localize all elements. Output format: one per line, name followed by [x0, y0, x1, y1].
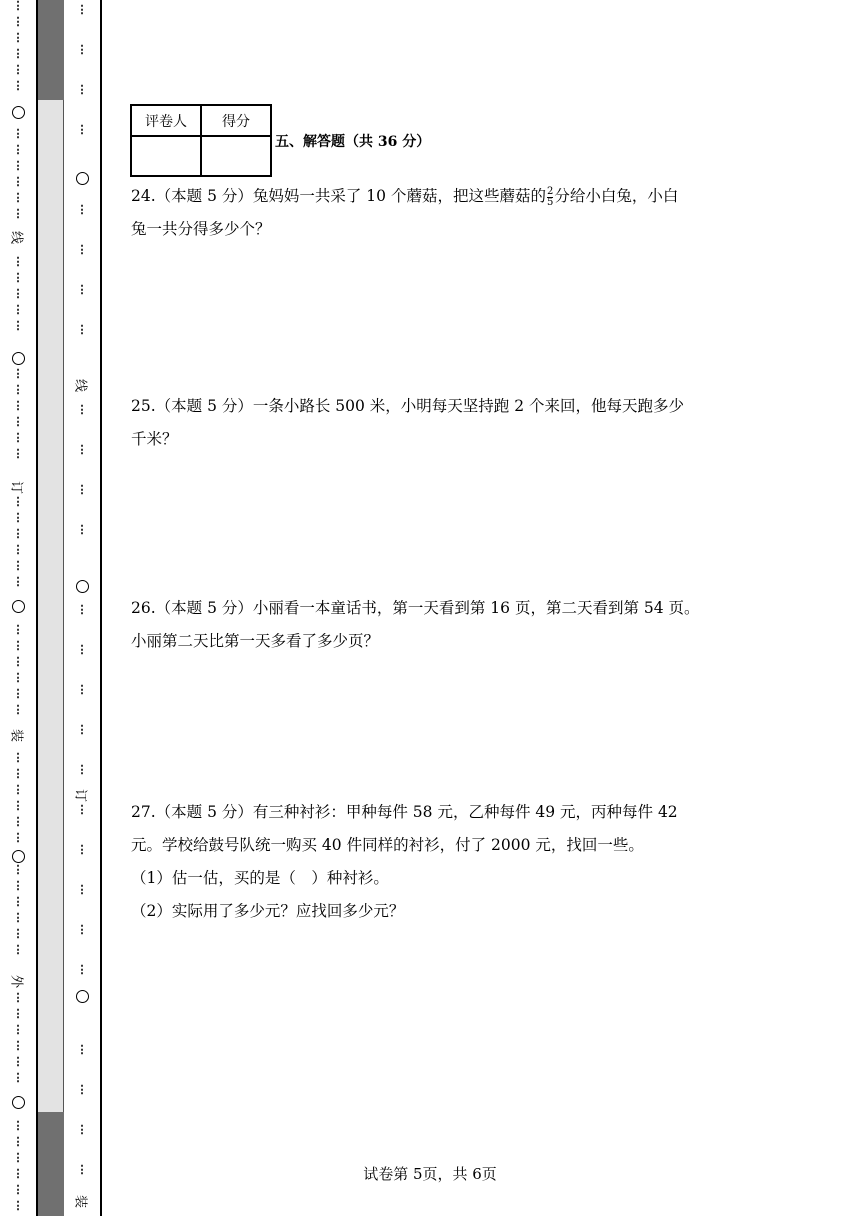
dot-leader: ⋮ — [12, 879, 24, 892]
dot-leader: ⋮ — [12, 367, 24, 380]
dot-leader: ⋮ — [12, 927, 24, 940]
circle-icon — [12, 106, 25, 119]
grader-cell — [131, 136, 201, 176]
binding-circle-icon — [0, 106, 36, 119]
question-27-line2: 元。学校给鼓号队统一购买 40 件同样的衬衫，付了 2000 元，找回一些。 — [131, 836, 644, 854]
circle-icon — [12, 850, 25, 863]
dot-leader: ⋮ — [76, 843, 88, 856]
dot-leader: ⋮ — [76, 923, 88, 936]
circle-icon — [12, 1096, 25, 1109]
dot-leader: ⋮ — [12, 559, 24, 572]
dot-leader: ⋮ — [12, 1167, 24, 1180]
dot-leader: ⋮ — [76, 1123, 88, 1136]
binding-label: 外 — [8, 974, 24, 988]
circle-icon — [12, 600, 25, 613]
dot-leader: ⋮ — [12, 831, 24, 844]
binding-label: 订 — [72, 788, 88, 802]
circle-icon — [76, 990, 89, 1003]
dot-leader: ⋮ — [76, 83, 88, 96]
dot-leader: ⋮ — [12, 1055, 24, 1068]
question-25-line1: 25.（本题 5 分）一条小路长 500 米，小明每天坚持跑 2 个来回，他每天跑多少 — [131, 397, 685, 415]
dot-leader: ⋮ — [12, 943, 24, 956]
dot-leader: ⋮ — [12, 1199, 24, 1212]
dot-leader: ⋮ — [12, 687, 24, 700]
dot-leader: ⋮ — [12, 319, 24, 332]
dot-leader: ⋮ — [12, 287, 24, 300]
question-25-line2: 千米？ — [131, 430, 178, 448]
question-27 — [131, 796, 731, 928]
page-footer: 试卷第 5页，共 6页 — [363, 1165, 497, 1183]
binding-label: 装 — [8, 728, 24, 742]
dot-leader: ⋮ — [12, 991, 24, 1004]
dot-leader: ⋮ — [12, 671, 24, 684]
dot-leader: ⋮ — [12, 1023, 24, 1036]
dot-leader: ⋮ — [12, 1135, 24, 1148]
binding-circle-icon — [64, 580, 100, 593]
dot-leader: ⋮ — [76, 803, 88, 816]
dot-leader: ⋮ — [76, 123, 88, 136]
dot-leader: ⋮ — [12, 47, 24, 60]
circle-icon — [76, 580, 89, 593]
question-24-line1: 24.（本题 5 分）兔妈妈一共采了 10 个蘑菇，把这些蘑菇的 $\frac{2}{5}$ 分给小白兔，小白 — [131, 185, 679, 208]
dot-leader: ⋮ — [12, 815, 24, 828]
question-27-sub2: （2）实际用了多少元？应找回多少元？ — [131, 902, 405, 920]
fraction: $\frac{2}{5}$ — [546, 185, 554, 208]
circle-icon — [12, 352, 25, 365]
question-26-line1: 26.（本题 5 分）小丽看一本童话书，第一天看到第 16 页，第二天看到第 54 页。 — [131, 599, 700, 617]
dot-leader: ⋮ — [12, 703, 24, 716]
dot-leader: ⋮ — [76, 403, 88, 416]
dot-leader: ⋮ — [76, 3, 88, 16]
dot-leader: ⋮ — [76, 683, 88, 696]
section-title: 五、解答题（共 36 分） — [275, 134, 431, 150]
dot-leader: ⋮ — [12, 911, 24, 924]
question-24 — [131, 180, 731, 246]
dot-leader: ⋮ — [76, 443, 88, 456]
binding-circle-icon — [0, 600, 36, 613]
dot-leader: ⋮ — [12, 447, 24, 460]
dot-leader: ⋮ — [76, 203, 88, 216]
dot-leader: ⋮ — [76, 883, 88, 896]
dot-leader: ⋮ — [12, 303, 24, 316]
dot-leader: ⋮ — [12, 863, 24, 876]
strip-dark-top — [38, 0, 64, 100]
dot-leader: ⋮ — [12, 431, 24, 444]
dot-leader: ⋮ — [12, 783, 24, 796]
dot-leader: ⋮ — [12, 31, 24, 44]
question-25 — [131, 390, 731, 456]
dot-leader: ⋮ — [12, 655, 24, 668]
binding-circle-icon — [0, 850, 36, 863]
binding-label: 订 — [8, 480, 24, 494]
dot-leader: ⋮ — [12, 1183, 24, 1196]
dot-leader: ⋮ — [12, 1119, 24, 1132]
dot-leader: ⋮ — [76, 603, 88, 616]
dot-leader: ⋮ — [12, 799, 24, 812]
dot-leader: ⋮ — [12, 1007, 24, 1020]
dot-leader: ⋮ — [76, 283, 88, 296]
dot-leader: ⋮ — [12, 399, 24, 412]
question-27-line1: 27.（本题 5 分）有三种衬衫：甲种每件 58 元，乙种每件 49 元，丙种每件 42 — [131, 803, 678, 821]
dot-leader: ⋮ — [12, 527, 24, 540]
dot-leader: ⋮ — [12, 767, 24, 780]
dot-leader: ⋮ — [12, 0, 24, 12]
dot-leader: ⋮ — [76, 643, 88, 656]
binding-margin-outer — [0, 0, 38, 1216]
binding-label: 线 — [72, 378, 88, 392]
dot-leader: ⋮ — [12, 575, 24, 588]
binding-label: 线 — [8, 230, 24, 244]
binding-margin-inner — [64, 0, 102, 1216]
binding-circle-icon — [0, 1096, 36, 1109]
dot-leader: ⋮ — [76, 243, 88, 256]
dot-leader: ⋮ — [12, 1071, 24, 1084]
dot-leader: ⋮ — [12, 415, 24, 428]
dot-leader: ⋮ — [12, 495, 24, 508]
dot-leader: ⋮ — [12, 191, 24, 204]
circle-icon — [76, 172, 89, 185]
question-24-line2: 兔一共分得多少个？ — [131, 220, 271, 238]
binding-circle-icon — [64, 990, 100, 1003]
dot-leader: ⋮ — [12, 127, 24, 140]
dot-leader: ⋮ — [12, 79, 24, 92]
score-header: 得分 — [201, 105, 271, 136]
score-cell — [201, 136, 271, 176]
dot-leader: ⋮ — [12, 271, 24, 284]
dot-leader: ⋮ — [12, 159, 24, 172]
grader-header: 评卷人 — [131, 105, 201, 136]
dot-leader: ⋮ — [76, 763, 88, 776]
dot-leader: ⋮ — [76, 483, 88, 496]
dot-leader: ⋮ — [12, 207, 24, 220]
dot-leader: ⋮ — [12, 543, 24, 556]
score-table — [130, 104, 272, 177]
dot-leader: ⋮ — [12, 895, 24, 908]
binding-strip — [38, 0, 64, 1216]
dot-leader: ⋮ — [12, 639, 24, 652]
dot-leader: ⋮ — [12, 63, 24, 76]
dot-leader: ⋮ — [12, 751, 24, 764]
dot-leader: ⋮ — [76, 963, 88, 976]
dot-leader: ⋮ — [76, 1043, 88, 1056]
dot-leader: ⋮ — [12, 143, 24, 156]
dot-leader: ⋮ — [12, 255, 24, 268]
binding-label: 装 — [72, 1194, 88, 1208]
dot-leader: ⋮ — [12, 623, 24, 636]
dot-leader: ⋮ — [76, 1083, 88, 1096]
dot-leader: ⋮ — [12, 383, 24, 396]
question-26-line2: 小丽第二天比第一天多看了多少页？ — [131, 632, 380, 650]
dot-leader: ⋮ — [76, 323, 88, 336]
dot-leader: ⋮ — [12, 511, 24, 524]
question-26 — [131, 592, 731, 658]
binding-circle-icon — [0, 352, 36, 365]
dot-leader: ⋮ — [76, 1163, 88, 1176]
dot-leader: ⋮ — [12, 175, 24, 188]
question-27-sub1: （1）估一估，买的是（ ）种衬衫。 — [131, 869, 389, 887]
dot-leader: ⋮ — [12, 1151, 24, 1164]
dot-leader: ⋮ — [12, 15, 24, 28]
binding-circle-icon — [64, 172, 100, 185]
dot-leader: ⋮ — [76, 523, 88, 536]
dot-leader: ⋮ — [12, 1039, 24, 1052]
dot-leader: ⋮ — [76, 43, 88, 56]
dot-leader: ⋮ — [76, 723, 88, 736]
